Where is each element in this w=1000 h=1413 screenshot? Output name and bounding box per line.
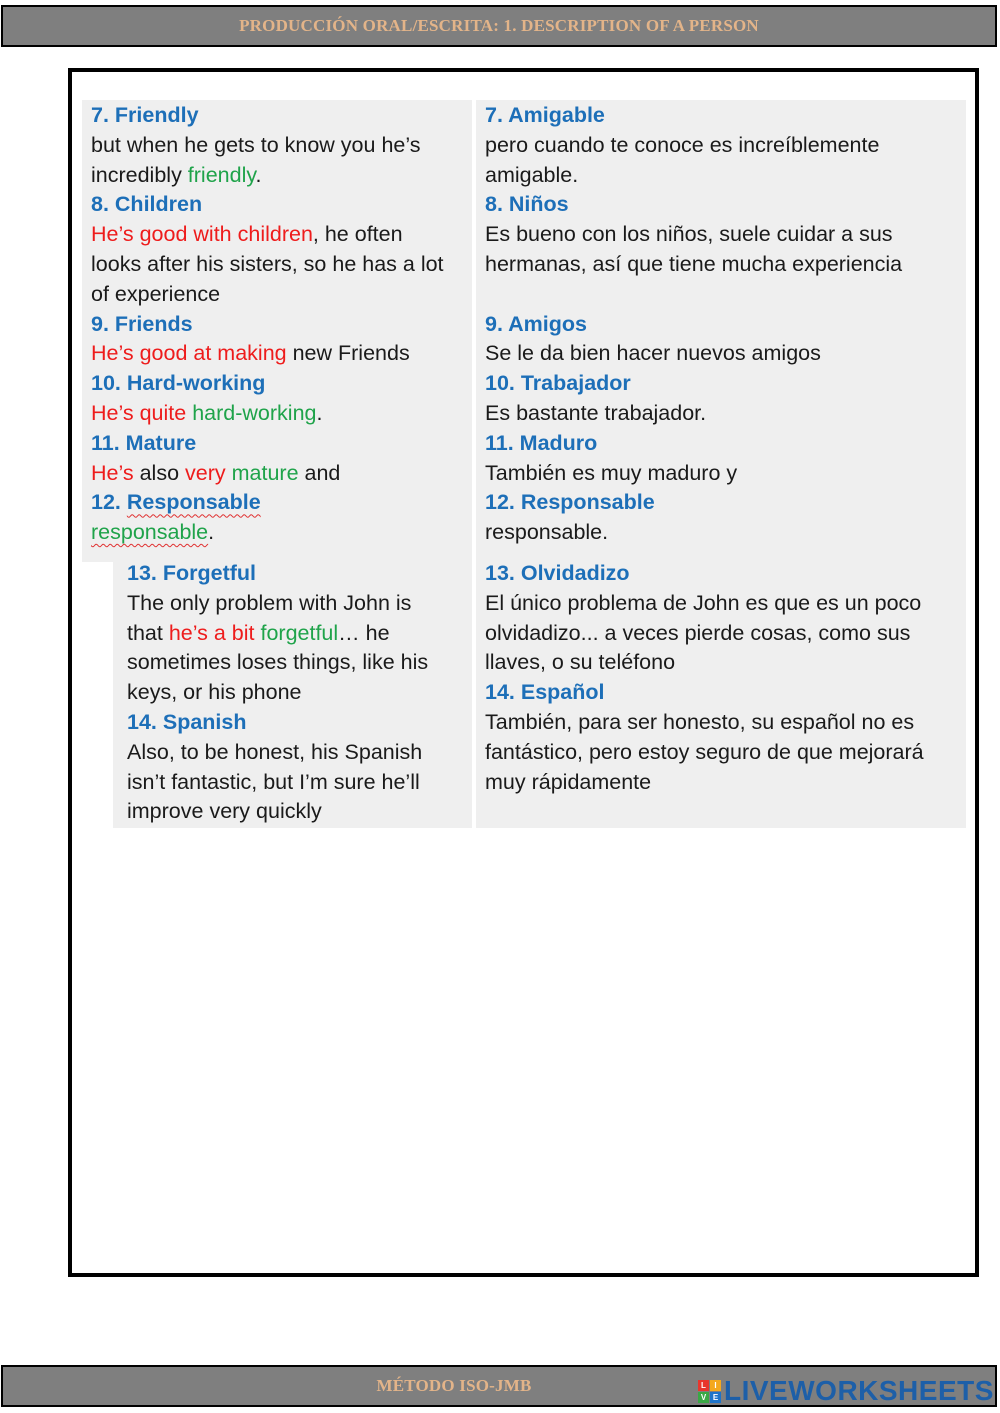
text-line: Se le da bien hacer nuevos amigos: [485, 341, 821, 366]
text-line: He’s good with children, he often: [91, 222, 403, 247]
english-column-upper: [91, 101, 471, 548]
text-line: El único problema de John es que es un poco: [485, 590, 922, 615]
liveworksheets-logo-text: LIVEWORKSHEETS: [724, 1375, 994, 1406]
heading-friends: 9. Friends: [91, 311, 193, 336]
text-line: The only problem with John is: [127, 590, 412, 615]
heading-mature: 11. Mature: [91, 430, 197, 455]
text-line: sometimes loses things, like his: [127, 650, 429, 675]
spanish-column-upper: [485, 101, 965, 548]
text-line: but when he gets to know you he’s: [91, 132, 421, 157]
heading-responsable: 12. Responsable: [91, 490, 261, 515]
english-column-lower: [127, 559, 472, 827]
text-line: Es bueno con los niños, suele cuidar a sus: [485, 222, 893, 247]
header-title: PRODUCCIÓN ORAL/ESCRITA: 1. DESCRIPTION OF A PERSON: [239, 16, 759, 35]
text-line: of experience: [91, 281, 221, 306]
heading-trabajador: 10. Trabajador: [485, 371, 631, 396]
spanish-column-lower: [485, 559, 965, 797]
heading-amigable: 7. Amigable: [485, 103, 605, 127]
heading-friendly: 7. Friendly: [91, 103, 199, 127]
header-banner: [1, 5, 997, 47]
heading-hard-working: 10. Hard-working: [91, 371, 266, 396]
text-line: responsable.: [91, 520, 215, 545]
heading-amigos: 9. Amigos: [485, 311, 587, 336]
heading-maduro: 11. Maduro: [485, 430, 598, 455]
heading-olvidadizo: 13. Olvidadizo: [485, 561, 630, 585]
text-line: looks after his sisters, so he has a lot: [91, 251, 444, 276]
text-line: Also, to be honest, his Spanish: [127, 739, 423, 764]
text-line: llaves, o su teléfono: [485, 650, 676, 675]
heading-responsable-es: 12. Responsable: [485, 490, 655, 515]
heading-espanol: 14. Español: [485, 680, 605, 705]
text-line: fantástico, pero estoy seguro de que mejorará: [485, 739, 924, 764]
heading-forgetful: 13. Forgetful: [127, 561, 257, 585]
text-line: olvidadizo... a veces pierde cosas, como sus: [485, 620, 911, 645]
text-line: También, para ser honesto, su español no es: [485, 709, 915, 734]
liveworksheets-logo[interactable]: [698, 1375, 994, 1406]
text-line: Es bastante trabajador.: [485, 400, 707, 425]
text-line: keys, or his phone: [127, 680, 302, 705]
heading-ninos: 8. Niños: [485, 192, 569, 217]
text-line: improve very quickly: [127, 799, 322, 824]
footer-method: MÉTODO ISO-JMB: [376, 1376, 532, 1395]
text-line: También es muy maduro y: [485, 460, 738, 485]
text-line: pero cuando te conoce es increíblemente: [485, 132, 880, 157]
text-line: hermanas, así que tiene mucha experiencia: [485, 251, 903, 276]
text-line: He’s also very mature and: [91, 460, 341, 485]
text-line: isn’t fantastic, but I’m sure he’ll: [127, 769, 420, 794]
heading-spanish: 14. Spanish: [127, 709, 247, 734]
text-line: incredibly friendly.: [91, 162, 262, 187]
text-line: He’s good at making new Friends: [91, 341, 410, 366]
text-line: muy rápidamente: [485, 769, 652, 794]
liveworksheets-logo-icon: L I V E: [698, 1380, 721, 1403]
text-line: that he’s a bit forgetful… he: [127, 620, 390, 645]
text-line: amigable.: [485, 162, 579, 187]
heading-children: 8. Children: [91, 192, 203, 217]
text-line: responsable.: [485, 520, 609, 545]
text-line: He’s quite hard-working.: [91, 400, 323, 425]
